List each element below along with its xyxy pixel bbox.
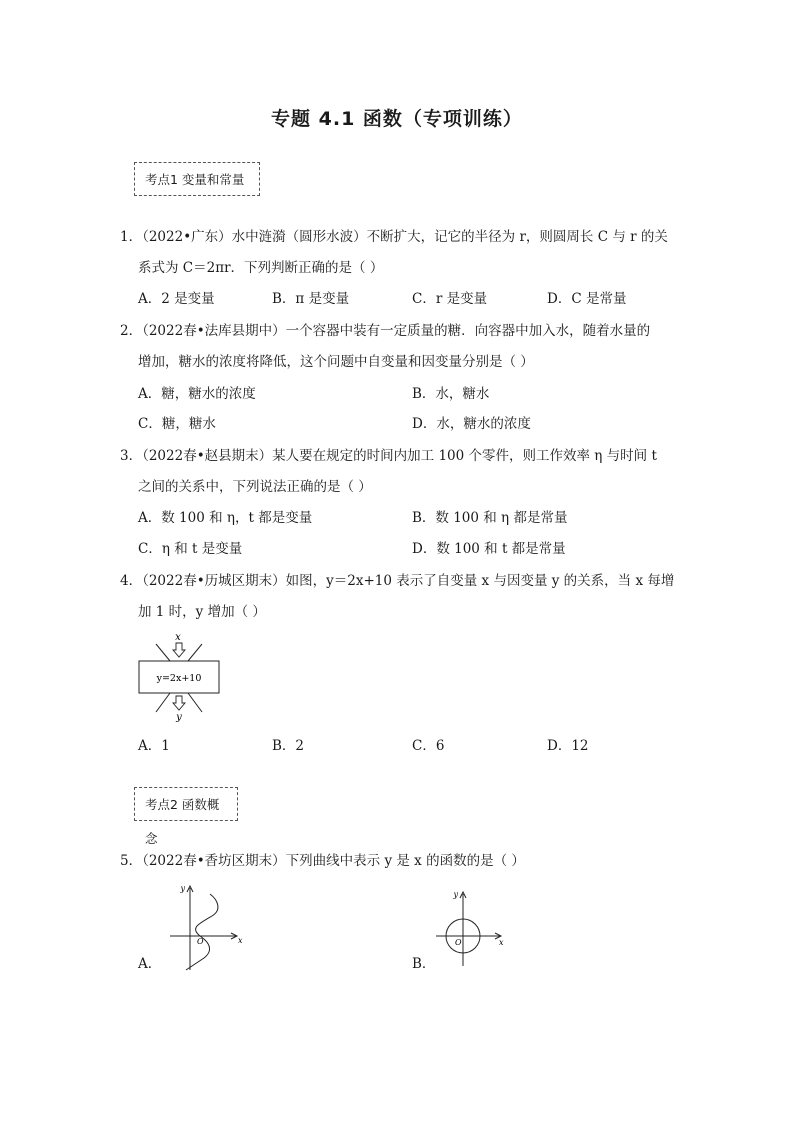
function-machine-figure	[134, 630, 226, 722]
q4-line1: 4．（2022春•历城区期末）如图，y＝2x+10 表示了自变量 x 与因变量 y 的关系，当 x 每增	[120, 573, 675, 589]
section-label-2: 考点2 函数概念	[134, 787, 238, 821]
q1-option-a: A．2 是变量	[138, 291, 215, 307]
q4-option-c: C．6	[412, 738, 445, 754]
q1-line1: 1．（2022•广东）水中涟漪（圆形水波）不断扩大，记它的半径为 r，则圆周长 C 与 r 的关	[120, 229, 668, 245]
page-title: 专题 4.1 函数（专项训练）	[271, 108, 523, 130]
graph-b-y-label: y	[453, 890, 458, 899]
graph-a-x-label: x	[238, 936, 243, 945]
q1-option-d: D．C 是常量	[547, 291, 627, 307]
q3-option-b: B．数 100 和 η 都是常量	[412, 510, 568, 526]
arrow-down-icon	[173, 696, 185, 710]
q4-option-b: B．2	[272, 738, 305, 754]
graph-b-x-label: x	[499, 938, 504, 947]
graph-a-y-label: y	[180, 884, 185, 893]
fig-formula: y=2x+10	[156, 673, 202, 684]
q3-line2: 之间的关系中，下列说法正确的是（ ）	[138, 479, 372, 495]
q4-option-a: A．1	[138, 738, 170, 754]
graph-b-origin: O	[455, 938, 462, 947]
q5-option-a: A．	[138, 956, 162, 972]
q3-option-a: A．数 100 和 η，t 都是变量	[138, 510, 313, 526]
q3-option-c: C．η 和 t 是变量	[138, 541, 243, 557]
q3-option-d: D．数 100 和 t 都是常量	[412, 541, 566, 557]
q2-line1: 2．（2022春•法库县期中）一个容器中装有一定质量的糖．向容器中加入水，随着水量的	[120, 323, 651, 339]
q3-line1: 3．（2022春•赵县期末）某人要在规定的时间内加工 100 个零件，则工作效率 η 与时间 t	[120, 448, 657, 464]
q2-option-d: D．水，糖水的浓度	[412, 416, 531, 432]
funnel-line	[188, 644, 202, 661]
q2-option-b: B．水，糖水	[412, 386, 490, 402]
graph-a-origin: O	[197, 937, 204, 946]
fig-output-label: y	[176, 712, 182, 722]
q4-option-d: D．12	[547, 738, 589, 754]
q1-option-c: C．r 是变量	[412, 291, 488, 307]
q4-line2: 加 1 时，y 增加（ ）	[138, 604, 266, 620]
q1-option-b: B．π 是变量	[272, 291, 350, 307]
q2-option-c: C．糖，糖水	[138, 416, 216, 432]
fig-input-label: x	[175, 632, 181, 643]
arrow-down-icon	[173, 643, 185, 657]
graph-a-figure	[168, 880, 248, 972]
q2-line2: 增加，糖水的浓度将降低，这个问题中自变量和因变量分别是（ ）	[138, 354, 534, 370]
funnel-line	[188, 693, 202, 712]
section-label-1: 考点1 变量和常量	[134, 162, 260, 196]
graph-b-figure	[430, 888, 510, 968]
q1-line2: 系式为 C＝2πr．下列判断正确的是（ ）	[138, 260, 384, 276]
q5-line1: 5．（2022春•香坊区期末）下列曲线中表示 y 是 x 的函数的是（ ）	[120, 853, 525, 869]
q5-option-b: B．	[412, 956, 436, 972]
funnel-line	[156, 693, 170, 712]
q2-option-a: A．糖，糖水的浓度	[138, 386, 256, 402]
funnel-line	[156, 644, 170, 661]
s-curve	[186, 894, 218, 970]
